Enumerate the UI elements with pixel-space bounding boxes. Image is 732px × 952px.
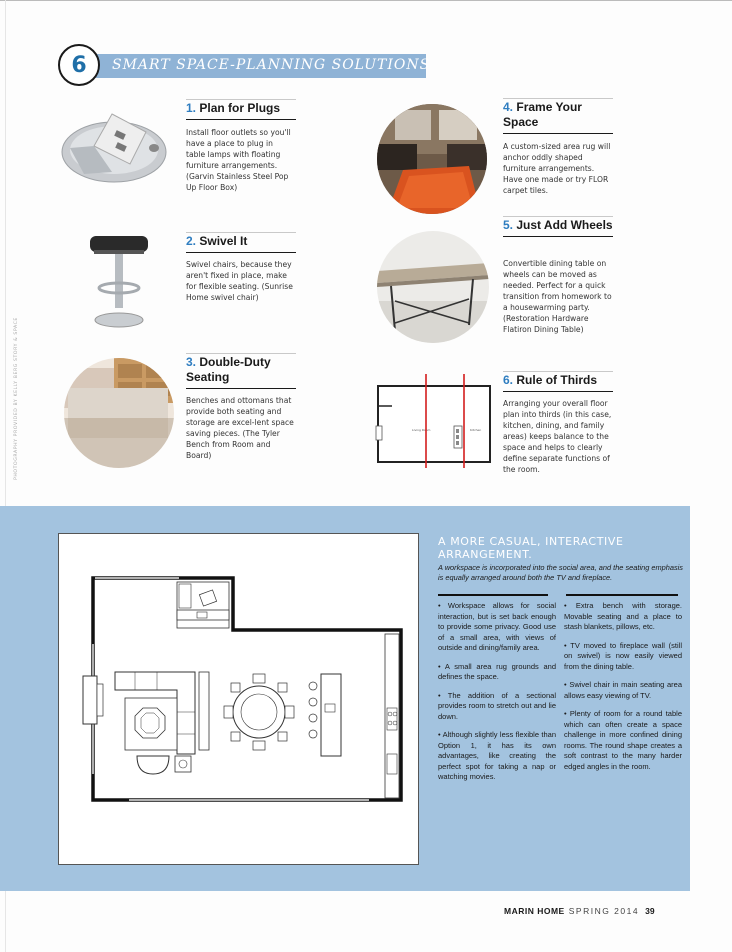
section-2-body: Swivel chairs, because they aren't fixed in place, make for flexible seating. (Sunrise Home swivel chair): [186, 260, 293, 302]
right-column-rule: [566, 594, 678, 596]
top-rule: [0, 0, 732, 1]
casual-arrangement-title: A MORE CASUAL, INTERACTIVE ARRANGEMENT.: [438, 535, 624, 561]
flatiron-table-photo: [377, 231, 489, 343]
section-4-heading: Frame Your Space: [503, 100, 582, 129]
section-2-title: [186, 232, 296, 253]
left-bullet-list: [438, 601, 556, 791]
section-5-heading: Just Add Wheels: [516, 218, 613, 232]
rule-of-thirds-plan: [372, 374, 496, 468]
svg-text:Kitchen: Kitchen: [470, 428, 482, 432]
section-2-heading: Swivel It: [199, 234, 248, 248]
section-1-number: 1.: [186, 101, 197, 115]
section-number-badge: 6: [58, 44, 100, 86]
floor-plan-figure: [58, 533, 419, 865]
svg-text:Living Room: Living Room: [412, 428, 431, 432]
bullet-item: • Although slightly less flexible than Option 1, it has its own advantages, like creating the perfect spot for taking a nap or watching movies.: [438, 730, 556, 781]
page-title: SMART SPACE-PLANNING SOLUTIONS: [112, 57, 431, 73]
bullet-item: • TV moved to fireplace wall (still on swivel) is now easily viewed from the dining table.: [564, 640, 682, 671]
casual-arrangement-subtitle: A workspace is incorporated into the social area, and the seating emphasis is equally arranged around both the TV and fireplace.: [438, 563, 683, 582]
left-column-rule: [438, 594, 548, 596]
area-rug-room-photo: [377, 104, 487, 214]
page-footer: [504, 906, 655, 917]
page-number: 39: [645, 906, 655, 916]
section-3-heading: Double-Duty Seating: [186, 355, 271, 384]
section-6-body: Arranging your overall floor plan into thirds (in this case, kitchen, dining, and family areas) keeps balance to the space and helps to clearly define separate functions of the room.: [503, 399, 612, 474]
section-5-title: [503, 216, 613, 237]
section-6-heading: Rule of Thirds: [516, 373, 598, 387]
section-4-body: A custom-sized area rug will anchor oddly shaped furniture arrangements. Have one made or try FLOR carpet tiles.: [503, 142, 611, 195]
bullet-item: • Workspace allows for social interaction, but is set back enough to provide some privacy. Good use of a small area, with views of outside and dining/family area.: [438, 601, 556, 652]
section-1-title: [186, 99, 296, 120]
section-5-body: Convertible dining table on wheels can be moved as needed. Perfect for a quick transition from homework to a housewarming party. (Restoration Hardware Flatiron Dining Table): [503, 259, 612, 334]
bullet-item: • Extra bench with storage. Movable seating and a place to stash blankets, pillows, etc.: [564, 601, 682, 631]
section-2-number: 2.: [186, 234, 197, 248]
photo-credit: PHOTOGRAPHY PROVIDED BY KELLY BERG STORY & SPACE: [14, 317, 19, 480]
section-4-number: 4.: [503, 100, 514, 114]
section-3-title: [186, 353, 296, 389]
section-6-title: [503, 371, 613, 392]
bullet-item: • A small area rug grounds and defines the space.: [438, 661, 556, 681]
section-1-body: Install floor outlets so you'll have a place to plug in table lamps with floating furniture arrangements. (Garvin Stainless Steel Pop Up Floor Box): [186, 128, 291, 192]
swivel-stool-photo: [86, 230, 152, 330]
bullet-item: • Plenty of room for a round table which can often create a space challenge in more confined dining rooms. The round shape creates a soft contrast to the many harder edged angles in the room.: [564, 709, 682, 771]
section-6-number: 6.: [503, 373, 514, 387]
section-1-heading: Plan for Plugs: [199, 101, 281, 115]
storage-bench-photo: [64, 358, 174, 468]
bullet-item: • The addition of a sectional provides room to stretch out and lie down.: [438, 690, 556, 721]
magazine-name: MARIN HOME: [504, 906, 565, 916]
issue-season: SPRING 2014: [568, 906, 640, 916]
floor-box-photo: [60, 102, 168, 188]
right-bullet-list: [564, 601, 682, 780]
section-3-number: 3.: [186, 355, 197, 369]
bullet-item: • Swivel chair in main seating area allows easy viewing of TV.: [564, 680, 682, 700]
section-5-number: 5.: [503, 218, 514, 232]
section-3-body: Benches and ottomans that provide both seating and storage are excel-lent space saving pieces. (The Tyler Bench from Room and Board): [186, 396, 294, 460]
section-4-title: [503, 98, 613, 134]
